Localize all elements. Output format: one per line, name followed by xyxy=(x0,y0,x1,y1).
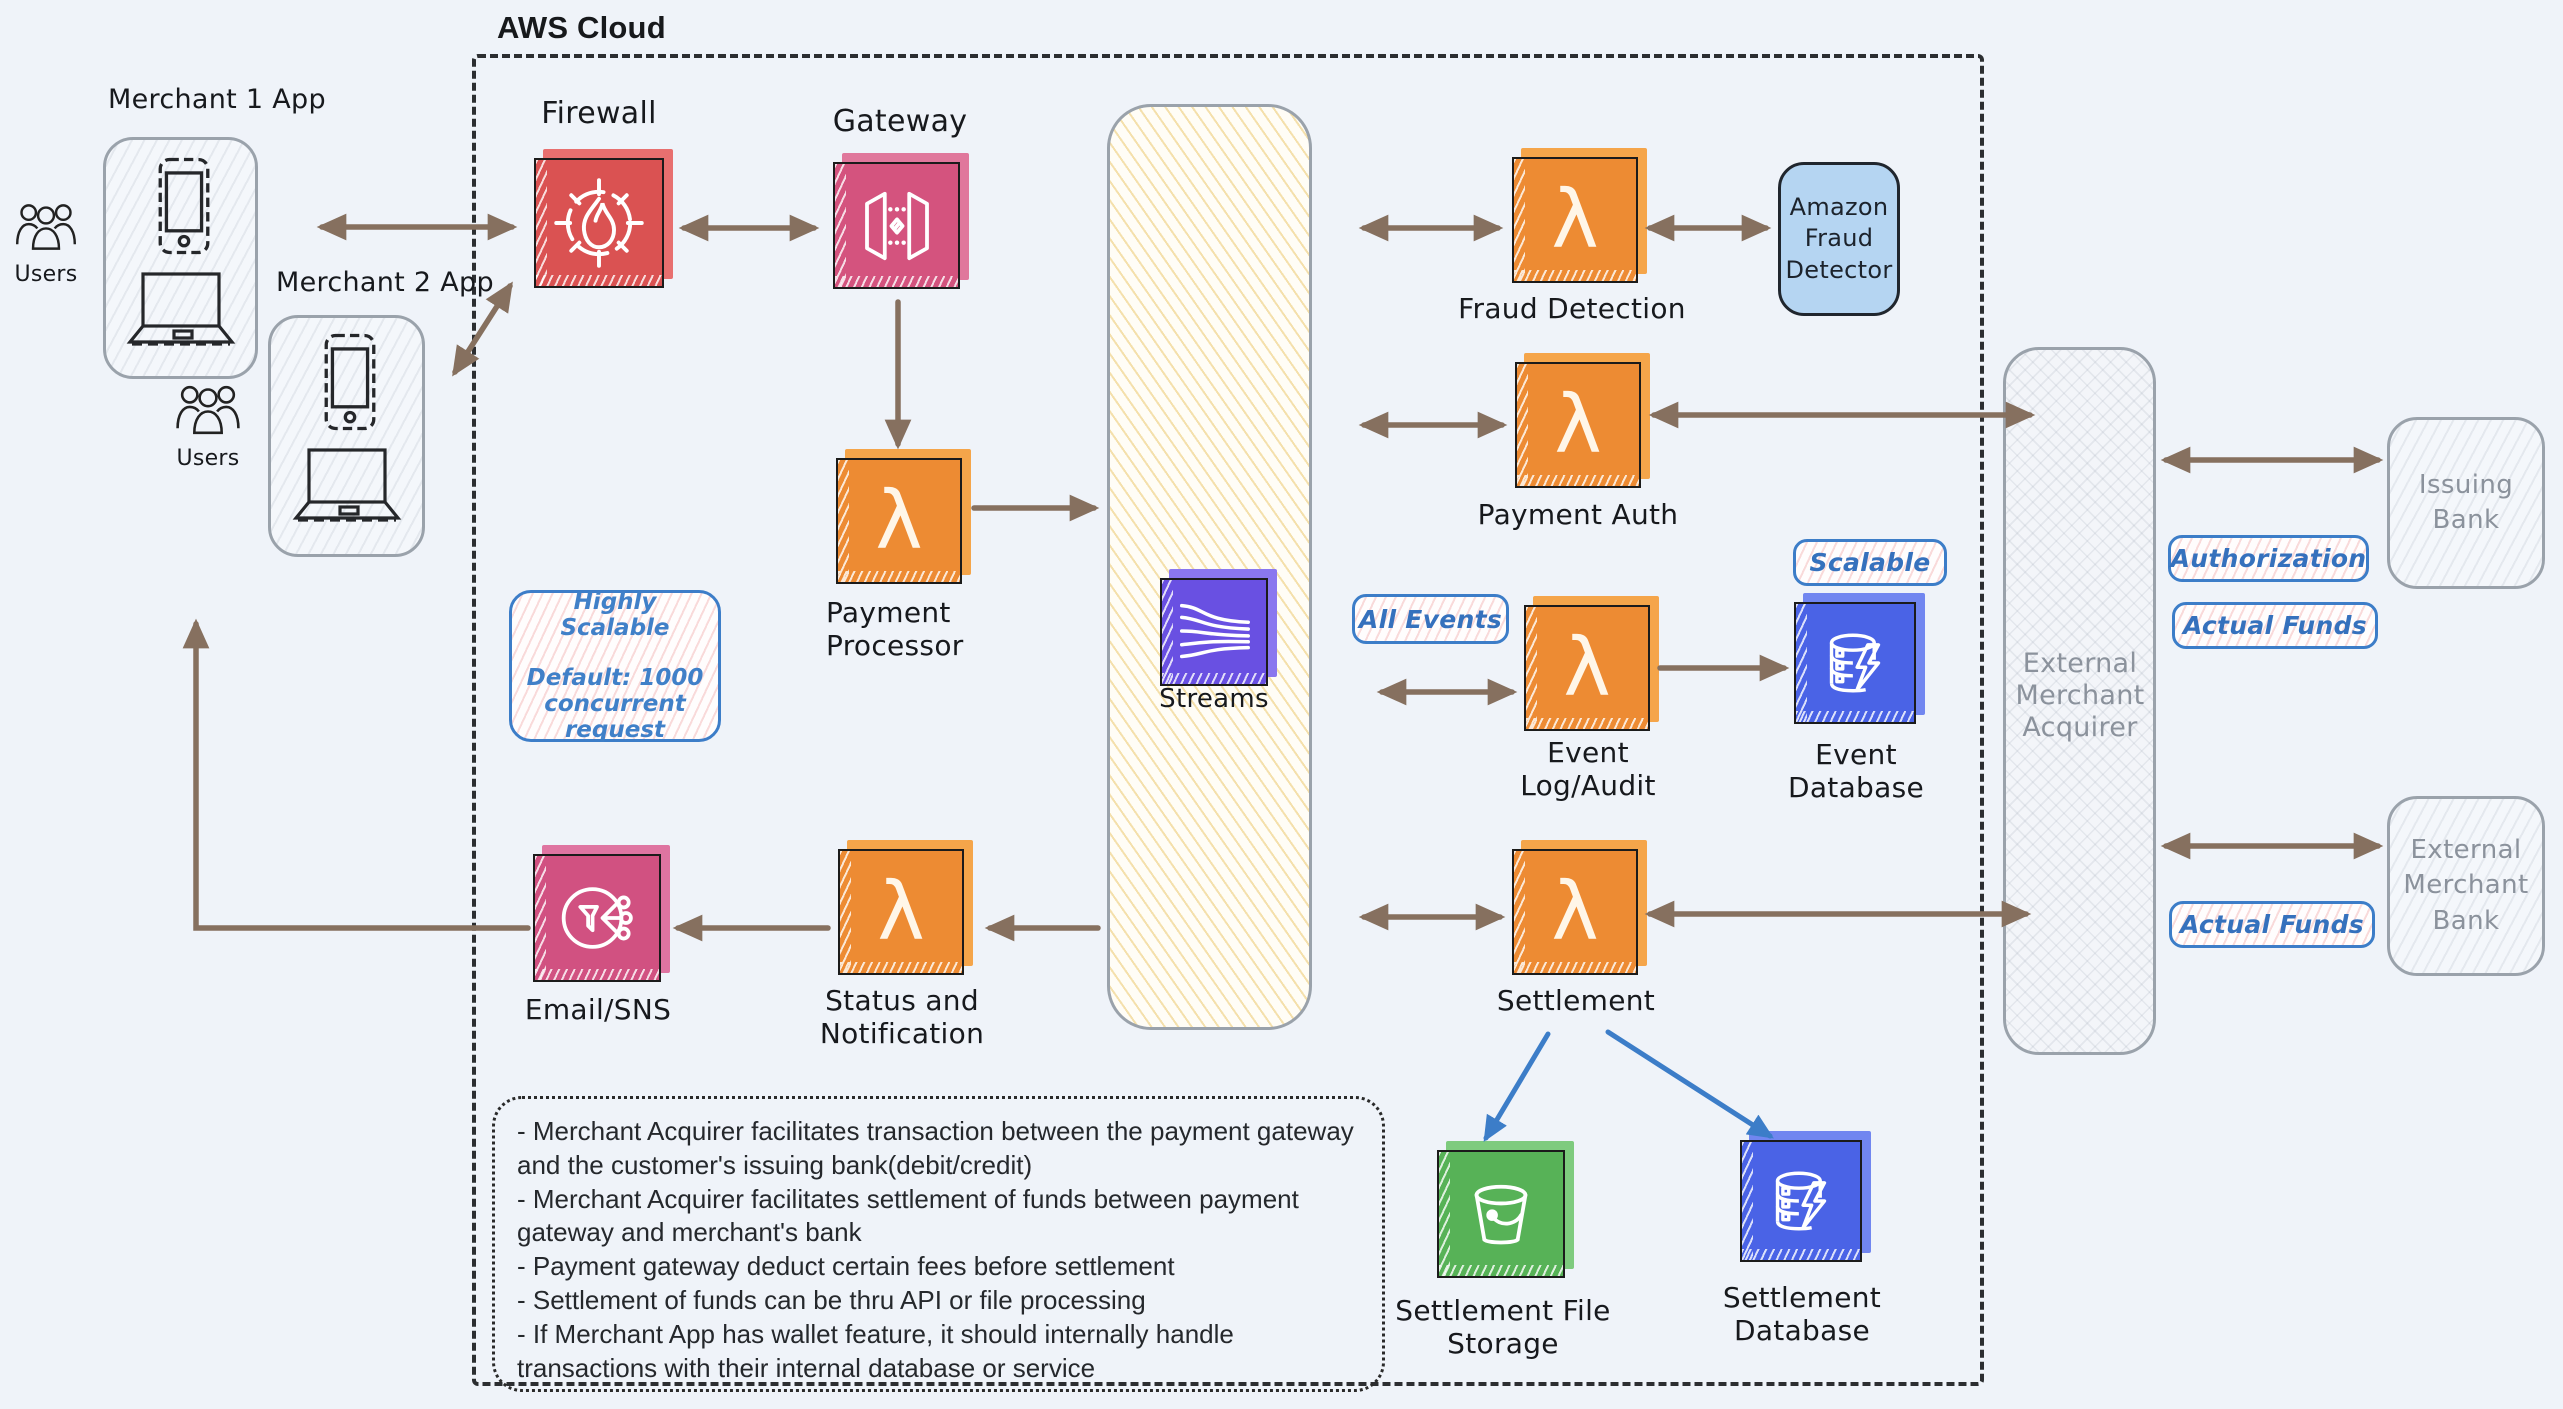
highly-scalable-note xyxy=(509,590,721,742)
lambda-settlement-icon: λ xyxy=(1512,849,1638,975)
highly-scalable-line2: Default: 1000 concurrent request xyxy=(526,665,704,743)
event-log-label: Event Log/Audit xyxy=(1520,736,1656,803)
fraud-detection-label: Fraud Detection xyxy=(1458,292,1686,325)
issuing-bank-box xyxy=(2387,417,2545,589)
lambda-fraud-detection-icon: λ xyxy=(1512,157,1638,283)
issuing-bank-label: Issuing Bank xyxy=(2418,469,2514,535)
merchant2-app-box xyxy=(268,315,425,557)
settlement-label: Settlement xyxy=(1496,984,1656,1017)
lambda-payment-auth-icon: λ xyxy=(1515,362,1641,488)
users1-label: Users xyxy=(14,262,78,287)
merchant2-app-label: Merchant 2 App xyxy=(276,267,494,298)
lambda-status-notification-icon: λ xyxy=(838,849,964,975)
highly-scalable-line1: Highly Scalable xyxy=(560,589,670,641)
notes-box xyxy=(492,1096,1385,1392)
event-database-label: Event Database xyxy=(1787,738,1924,805)
settlement-database-label: Settlement Database xyxy=(1722,1281,1882,1348)
laptop-icon xyxy=(284,446,414,532)
payment-processor-label: Payment Processor xyxy=(826,596,964,663)
firewall-label: Firewall xyxy=(541,96,657,131)
phone-icon xyxy=(319,330,381,434)
payment-auth-label: Payment Auth xyxy=(1477,498,1679,531)
amazon-fraud-detector-box xyxy=(1778,162,1900,316)
email-sns-label: Email/SNS xyxy=(524,993,672,1026)
note-line: - Merchant Acquirer facilitates settlement of funds between payment gateway and merchant's bank xyxy=(517,1183,1299,1248)
laptop-icon xyxy=(118,270,248,356)
actual-funds-badge-merchant: Actual Funds xyxy=(2169,901,2375,948)
firewall-icon xyxy=(534,158,664,288)
status-notification-label: Status and Notification xyxy=(819,984,985,1051)
merchant1-app-box xyxy=(103,137,258,379)
aws-cloud-title: AWS Cloud xyxy=(497,10,666,45)
external-merchant-bank-label: External Merchant Bank xyxy=(2403,835,2529,936)
lambda-event-log-icon: λ xyxy=(1524,605,1650,731)
merchant1-app-label: Merchant 1 App xyxy=(108,84,326,115)
scalable-badge: Scalable xyxy=(1793,539,1947,586)
users2-label: Users xyxy=(176,446,240,471)
amazon-fraud-detector-label: Amazon Fraud Detector xyxy=(1785,193,1893,284)
gateway-label: Gateway xyxy=(832,104,968,139)
note-line: - If Merchant App has wallet feature, it should internally handle transactions with their internal database or service xyxy=(517,1318,1234,1383)
note-line: - Payment gateway deduct certain fees before settlement xyxy=(517,1251,1175,1282)
event-database-icon xyxy=(1794,602,1916,724)
streams-lane xyxy=(1107,104,1312,1030)
phone-icon xyxy=(153,154,215,258)
actual-funds-badge-issuing: Actual Funds xyxy=(2172,602,2378,649)
s3-settlement-file-storage-icon xyxy=(1437,1150,1565,1278)
all-events-badge: All Events xyxy=(1352,594,1509,644)
lambda-payment-processor-icon: λ xyxy=(836,458,962,584)
authorization-badge: Authorization xyxy=(2168,535,2369,582)
users-icon xyxy=(10,196,82,258)
api-gateway-icon xyxy=(833,162,960,289)
settlement-file-storage-label: Settlement File Storage xyxy=(1395,1294,1611,1361)
kinesis-streams-icon xyxy=(1160,578,1268,686)
sns-email-icon xyxy=(533,854,661,982)
settlement-database-icon xyxy=(1740,1140,1862,1262)
external-merchant-acquirer-label: External Merchant Acquirer xyxy=(2015,648,2145,743)
external-merchant-bank-box xyxy=(2387,796,2545,976)
users-icon xyxy=(170,378,246,442)
note-line: - Merchant Acquirer facilitates transaction between the payment gateway and the customer's issuing bank(debit/credit) xyxy=(517,1116,1354,1180)
streams-label: Streams xyxy=(1159,684,1269,714)
note-line: - Settlement of funds can be thru API or file processing xyxy=(517,1284,1146,1315)
